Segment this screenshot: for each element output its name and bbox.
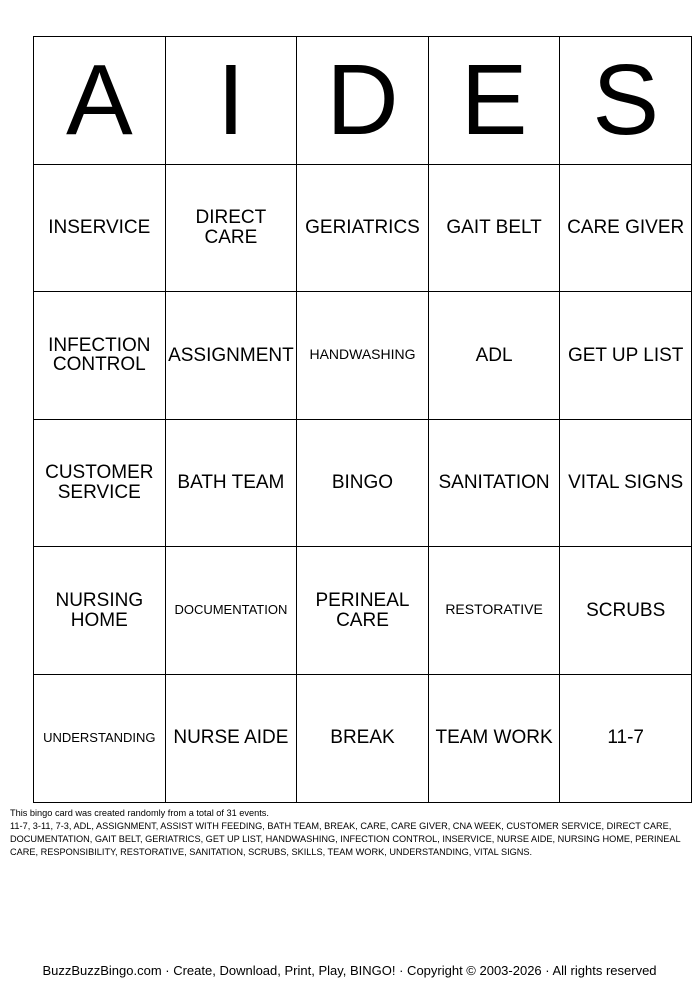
header-letter-a: A — [34, 37, 166, 165]
card-row — [34, 419, 692, 547]
header-letter-d: D — [297, 37, 429, 165]
card-row — [34, 164, 692, 292]
card-row — [34, 547, 692, 675]
bingo-cell: INSERVICE — [34, 164, 166, 292]
bingo-cell: HANDWASHING — [297, 292, 429, 420]
bingo-cell: 11-7 — [560, 674, 692, 802]
bingo-cell: CUSTOMER SERVICE — [34, 419, 166, 547]
bingo-cell: DIRECT CARE — [165, 164, 297, 292]
bingo-cell: BREAK — [297, 674, 429, 802]
card-info-intro: This bingo card was created randomly from a total of 31 events. — [10, 808, 269, 818]
bingo-cell: GAIT BELT — [428, 164, 560, 292]
bingo-cell: NURSE AIDE — [165, 674, 297, 802]
header-letter-s: S — [560, 37, 692, 165]
bingo-cell: UNDERSTANDING — [34, 674, 166, 802]
bingo-cell: SCRUBS — [560, 547, 692, 675]
bingo-cell: ASSIGNMENT — [165, 292, 297, 420]
bingo-cell: NURSING HOME — [34, 547, 166, 675]
bingo-cell: BINGO — [297, 419, 429, 547]
header-letter-e: E — [428, 37, 560, 165]
bingo-cell: BATH TEAM — [165, 419, 297, 547]
bingo-cell: VITAL SIGNS — [560, 419, 692, 547]
bingo-cell: PERINEAL CARE — [297, 547, 429, 675]
card-info-note — [10, 807, 690, 859]
card-info-events: 11-7, 3-11, 7-3, ADL, ASSIGNMENT, ASSIST WITH FEEDING, BATH TEAM, BREAK, CARE, CARE GIVER, CNA WEEK, CUSTOMER SERVICE, DIRECT CARE, DOCUMENTATION, GAIT BELT, GERIATRICS, GET UP LIST, HANDWASHING, INFECTION CONTROL, INSERVICE, NURSE AIDE, NURSING HOME, PERINEAL CARE, RESPONSIBILITY, RESTORATIVE, SANITATION, SCRUBS, SKILLS, TEAM WORK, UNDERSTANDING, VITAL SIGNS. — [10, 821, 681, 857]
card-row — [34, 674, 692, 802]
header-letter-i: I — [165, 37, 297, 165]
bingo-cell: DOCUMENTATION — [165, 547, 297, 675]
bingo-cell: RESTORATIVE — [428, 547, 560, 675]
bingo-cell: TEAM WORK — [428, 674, 560, 802]
bingo-cell: SANITATION — [428, 419, 560, 547]
bingo-cell: INFECTION CONTROL — [34, 292, 166, 420]
bingo-cell: CARE GIVER — [560, 164, 692, 292]
card-row — [34, 292, 692, 420]
bingo-cell: ADL — [428, 292, 560, 420]
header-row — [34, 37, 692, 165]
bingo-cell: GET UP LIST — [560, 292, 692, 420]
bingo-cell: GERIATRICS — [297, 164, 429, 292]
footer-text: BuzzBuzzBingo.com · Create, Download, Print, Play, BINGO! · Copyright © 2003-2026 · All rights reserved — [42, 963, 657, 978]
bingo-card — [33, 36, 692, 803]
